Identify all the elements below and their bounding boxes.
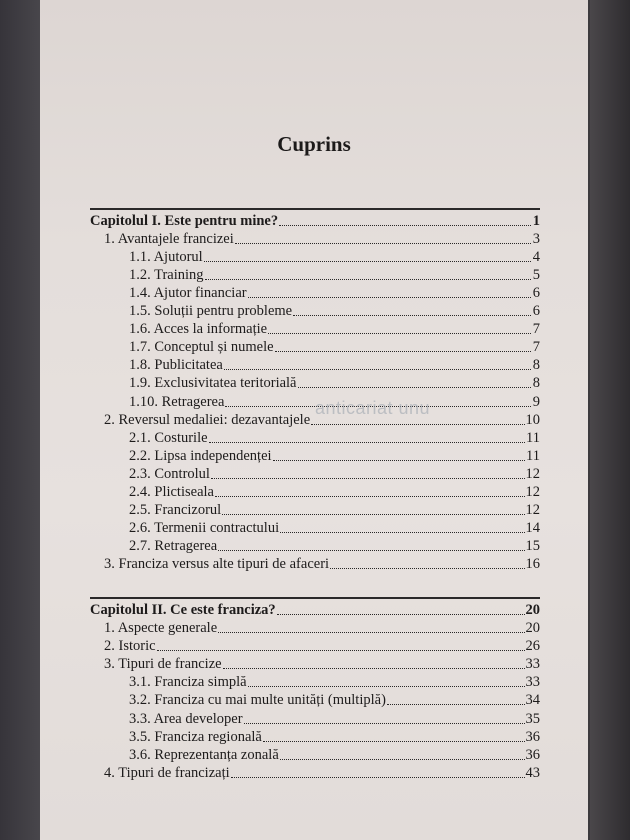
dot-leader <box>222 514 524 515</box>
toc-chapter-2 <box>90 601 540 619</box>
toc-entry <box>90 320 540 338</box>
toc-entry <box>90 619 540 637</box>
toc-entry <box>90 483 540 501</box>
dot-leader <box>231 777 525 778</box>
toc-label: 2.5. Francizorul <box>129 502 222 519</box>
toc-page-number: 14 <box>525 520 540 537</box>
dot-leader <box>209 442 525 443</box>
dot-leader <box>224 369 531 370</box>
toc-entry <box>90 691 540 709</box>
toc-page-number: 33 <box>525 674 540 691</box>
toc-page-number: 5 <box>532 266 540 283</box>
toc-page-number: 15 <box>525 538 540 555</box>
dot-leader <box>244 723 525 724</box>
right-shadow <box>590 0 630 840</box>
dot-leader <box>157 650 525 651</box>
dot-leader <box>268 333 531 334</box>
dot-leader <box>311 424 524 425</box>
dot-leader <box>330 568 524 569</box>
toc-entry <box>90 746 540 764</box>
dot-leader <box>263 741 525 742</box>
toc-label: 3.2. Franciza cu mai multe unități (multiplă) <box>129 692 386 709</box>
dot-leader <box>218 632 524 633</box>
toc-page-number: 11 <box>526 447 540 464</box>
toc-label: 1.5. Soluții pentru probleme <box>129 303 293 320</box>
dot-leader <box>211 478 525 479</box>
dot-leader <box>248 686 525 687</box>
toc-label: 1.4. Ajutor financiar <box>129 284 247 301</box>
toc-entry <box>90 248 540 266</box>
toc-entry <box>90 429 540 447</box>
toc-label: 1.7. Conceptul și numele <box>129 339 274 356</box>
toc-label: 1.6. Acces la informație <box>129 321 268 338</box>
toc-entry <box>90 501 540 519</box>
toc-label: 1.1. Ajutorul <box>129 248 203 265</box>
toc-label: Capitolul I. Este pentru mine? <box>90 212 279 229</box>
page-title: Cuprins <box>277 132 351 156</box>
table-of-contents <box>90 206 540 782</box>
dot-leader <box>273 460 525 461</box>
book-page <box>40 0 588 840</box>
toc-entry <box>90 764 540 782</box>
toc-page-number: 26 <box>525 638 540 655</box>
toc-label: 2.2. Lipsa independenței <box>129 447 272 464</box>
dot-leader <box>223 668 525 669</box>
toc-page-number: 8 <box>532 375 540 392</box>
toc-page-number: 20 <box>525 620 540 637</box>
left-shadow <box>0 0 40 840</box>
toc-page-number: 36 <box>525 746 540 763</box>
dot-leader <box>218 550 524 551</box>
dot-leader <box>277 614 525 615</box>
toc-label: 3. Franciza versus alte tipuri de afaceri <box>104 556 330 573</box>
toc-page-number: 12 <box>525 484 540 500</box>
toc-label: Capitolul II. Ce este franciza? <box>90 601 276 618</box>
dot-leader <box>280 759 525 760</box>
toc-entry <box>90 374 540 392</box>
toc-entry <box>90 465 540 483</box>
toc-page-number: 7 <box>532 339 540 356</box>
toc-label: 3.3. Area developer <box>129 710 243 727</box>
toc-entry <box>90 728 540 746</box>
toc-entry <box>90 655 540 673</box>
toc-page-number: 4 <box>532 248 540 265</box>
dot-leader <box>293 315 531 316</box>
toc-label: 1.8. Publicitatea <box>129 357 223 374</box>
toc-entry <box>90 356 540 374</box>
toc-page-number: 35 <box>525 710 540 727</box>
toc-label: 2.4. Plictiseala <box>129 484 214 500</box>
toc-page-number: 8 <box>532 357 540 374</box>
toc-label: 3.1. Franciza simplă <box>129 674 247 691</box>
toc-entry <box>90 302 540 320</box>
toc-entry <box>90 230 540 248</box>
toc-label: 1.2. Training <box>129 266 204 283</box>
toc-label: 3.6. Reprezentanța zonală <box>129 746 279 763</box>
toc-label: 2. Istoric <box>104 638 156 655</box>
toc-page-number: 1 <box>532 212 540 229</box>
toc-page-number: 16 <box>525 556 540 573</box>
toc-label: 2.7. Retragerea <box>129 538 218 555</box>
toc-label: 2.6. Termenii contractului <box>129 520 280 537</box>
toc-entry <box>90 709 540 727</box>
toc-entry <box>90 673 540 691</box>
toc-entry <box>90 338 540 356</box>
toc-entry <box>90 537 540 555</box>
toc-entry <box>90 555 540 573</box>
toc-label: 2.1. Costurile <box>129 429 208 446</box>
mid-rule <box>90 597 540 599</box>
dot-leader <box>280 532 524 533</box>
toc-page-number: 12 <box>525 502 540 519</box>
toc-page-number: 3 <box>532 230 540 247</box>
toc-chapter-1 <box>90 212 540 230</box>
dot-leader <box>298 387 532 388</box>
toc-entry <box>90 637 540 655</box>
toc-page-number: 43 <box>525 764 540 781</box>
toc-label: 1. Avantajele francizei <box>104 230 234 247</box>
toc-entry <box>90 447 540 465</box>
toc-label: 1.9. Exclusivitatea teritorială <box>129 375 297 392</box>
toc-entry <box>90 519 540 537</box>
toc-label: 2.3. Controlul <box>129 465 210 482</box>
watermark: anticariat unu <box>315 398 431 418</box>
dot-leader <box>275 351 531 352</box>
toc-page-number: 9 <box>532 393 540 410</box>
toc-label: 4. Tipuri de francizați <box>104 764 230 781</box>
toc-page-number: 6 <box>532 303 540 320</box>
toc-page-number: 10 <box>525 411 540 428</box>
toc-page-number: 7 <box>532 321 540 338</box>
dot-leader <box>205 279 531 280</box>
toc-label: 3.5. Franciza regională <box>129 728 262 745</box>
toc-page-number: 11 <box>526 429 540 446</box>
toc-label: 2. Reversul medaliei: dezavantajele <box>104 411 311 428</box>
toc-page-number: 34 <box>525 692 540 709</box>
toc-page-number: 6 <box>532 284 540 301</box>
toc-page-number: 20 <box>525 601 540 618</box>
toc-entry <box>90 284 540 302</box>
dot-leader <box>215 496 525 497</box>
toc-page-number: 36 <box>525 728 540 745</box>
toc-label: 3. Tipuri de francize <box>104 656 222 673</box>
top-rule <box>90 208 540 210</box>
section-gap <box>90 573 540 595</box>
dot-leader <box>387 704 525 705</box>
toc-page-number: 12 <box>525 465 540 482</box>
dot-leader <box>279 225 531 226</box>
dot-leader <box>248 297 531 298</box>
toc-page-number: 33 <box>525 656 540 673</box>
toc-label: 1. Aspecte generale <box>104 620 218 637</box>
toc-label: 1.10. Retragerea <box>129 393 225 410</box>
dot-leader <box>235 243 531 244</box>
dot-leader <box>204 261 531 262</box>
chapter-2-entries <box>90 619 540 782</box>
toc-entry <box>90 266 540 284</box>
